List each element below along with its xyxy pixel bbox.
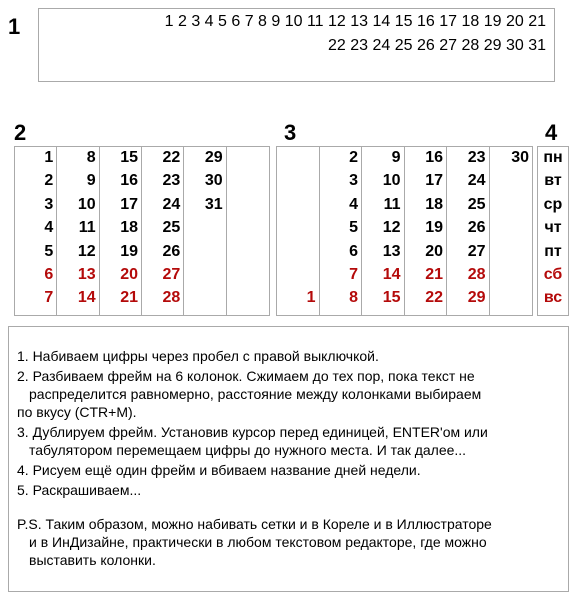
grid-3-number: 18 [425, 195, 443, 213]
instruction-line: выставить колонки. [29, 552, 156, 568]
grid-3-number: 11 [383, 195, 401, 213]
grid-2-number: 2 [44, 172, 54, 190]
grid-3-number: 26 [467, 219, 486, 237]
grid-3-number: 3 [349, 172, 358, 190]
grid-3-number: 28 [467, 266, 486, 283]
grid-3-column [447, 147, 490, 315]
instruction-line: 2. Разбиваем фрейм на 6 колонок. Сжимаем до тех пор, пока текст не [17, 368, 475, 384]
instruction-line: распределится равномерно, расстояние между колонками выбираем [29, 386, 482, 402]
grid-3-number: 7 [349, 266, 358, 283]
grid-2-number: 22 [162, 149, 181, 166]
grid-2-number: 12 [77, 242, 96, 260]
grid-3-number: 9 [391, 149, 401, 166]
grid-2-number: 5 [44, 242, 54, 260]
grid-2-number: 16 [120, 172, 138, 190]
weekday-label: ср [543, 195, 563, 213]
grid-2-number: 14 [77, 289, 96, 307]
number-strip-frame [38, 8, 555, 82]
grid-3-number: 22 [425, 289, 443, 307]
instruction-line: 5. Раскрашиваем... [17, 482, 142, 498]
weekdays-frame [537, 146, 569, 316]
grid-3-number: 12 [382, 219, 401, 237]
grid-3-number: 27 [467, 242, 486, 260]
grid-2-number: 30 [204, 172, 223, 190]
grid-3-number: 16 [425, 149, 443, 166]
weekday-label: пт [544, 242, 562, 260]
grid-3-number: 17 [425, 172, 443, 190]
grid-3-number: 29 [467, 289, 486, 307]
weekday-label: сб [543, 266, 563, 283]
grid-3-number: 21 [425, 266, 443, 283]
grid-3-column [405, 147, 448, 315]
instruction-line: 4. Рисуем ещё один фрейм и вбиваем название дней недели. [17, 462, 421, 478]
grid-3-number: 20 [425, 242, 443, 260]
grid-3-number: 19 [425, 219, 443, 237]
grid-3-number: 30 [511, 149, 529, 166]
grid-2-number: 9 [86, 172, 96, 190]
weekday-label: чт [544, 219, 562, 237]
grid-2-number: 23 [162, 172, 181, 190]
grid-2-number: 4 [44, 219, 54, 237]
grid-3-number: 10 [382, 172, 401, 190]
grid-3-number: 1 [306, 289, 316, 307]
grid-3-number: 8 [349, 289, 358, 307]
grid-2-number: 31 [204, 195, 223, 213]
grid-3-column [320, 147, 363, 315]
grid-2-number: 3 [44, 195, 54, 213]
grid-2-number: 17 [120, 195, 138, 213]
grid-2-number: 11 [78, 219, 96, 237]
grid-2-number: 24 [162, 195, 181, 213]
grid-3-number: 2 [349, 149, 358, 166]
grid-3-number: 25 [467, 195, 486, 213]
weekday-label: пн [543, 149, 563, 166]
number-strip-line-2: 22 23 24 25 26 27 28 29 30 31 [328, 37, 546, 54]
number-strip-line-1: 1 2 3 4 5 6 7 8 9 10 11 12 13 14 15 16 17 18 19 20 21 [164, 13, 546, 30]
grid-2-number: 29 [204, 149, 223, 166]
grid-2-number: 20 [120, 266, 138, 283]
grid-2-number: 28 [162, 289, 181, 307]
columns-frame-3 [276, 146, 533, 316]
grid-3-number: 13 [382, 242, 401, 260]
grid-2-number: 15 [120, 149, 138, 166]
instruction-line: 3. Дублируем фрейм. Установив курсор перед единицей, ENTER'ом или [17, 424, 488, 440]
label-step-1: 1 [8, 14, 21, 39]
grid-3-number: 15 [382, 289, 401, 307]
grid-2-column [184, 147, 226, 315]
grid-2-number: 7 [44, 289, 54, 307]
columns-frame-2 [14, 146, 270, 316]
label-step-3: 3 [284, 120, 297, 145]
weekday-label: вс [543, 289, 563, 307]
grid-3-number: 5 [349, 219, 358, 237]
grid-3-column [277, 147, 320, 315]
label-step-4: 4 [545, 120, 558, 145]
grid-3-column [362, 147, 405, 315]
grid-2-number: 27 [162, 266, 181, 283]
grid-2-number: 25 [162, 219, 181, 237]
instruction-line: и в ИнДизайне, практически в любом текстовом редакторе, где можно [29, 534, 487, 550]
grid-2-number: 21 [120, 289, 138, 307]
grid-3-number: 14 [382, 266, 401, 283]
grid-2-number: 6 [44, 266, 54, 283]
instruction-line: табулятором перемещаем цифры до нужного места. И так далее... [29, 442, 467, 458]
grid-2-number: 18 [120, 219, 138, 237]
instructions-frame [8, 326, 569, 592]
grid-2-number: 10 [77, 195, 96, 213]
instruction-line: по вкусу (CTR+M). [17, 404, 137, 420]
grid-2-number: 26 [162, 242, 181, 260]
instruction-line: P.S. Таким образом, можно набивать сетки и в Кореле и в Иллюстраторе [17, 516, 492, 532]
grid-2-number: 8 [86, 149, 96, 166]
grid-2-column [100, 147, 142, 315]
grid-3-number: 6 [349, 242, 358, 260]
grid-3-number: 4 [349, 195, 358, 213]
grid-2-column [227, 147, 269, 315]
grid-3-number: 23 [467, 149, 486, 166]
grid-2-number: 19 [120, 242, 138, 260]
instruction-line: 1. Набиваем цифры через пробел с правой выключкой. [17, 348, 379, 364]
grid-2-column [15, 147, 57, 315]
grid-2-number: 1 [44, 149, 54, 166]
weekday-label: вт [544, 172, 562, 190]
grid-2-column [142, 147, 184, 315]
grid-3-column [490, 147, 533, 315]
label-step-2: 2 [14, 120, 27, 145]
grid-3-number: 24 [467, 172, 486, 190]
grid-2-column [57, 147, 99, 315]
grid-2-number: 13 [77, 266, 96, 283]
